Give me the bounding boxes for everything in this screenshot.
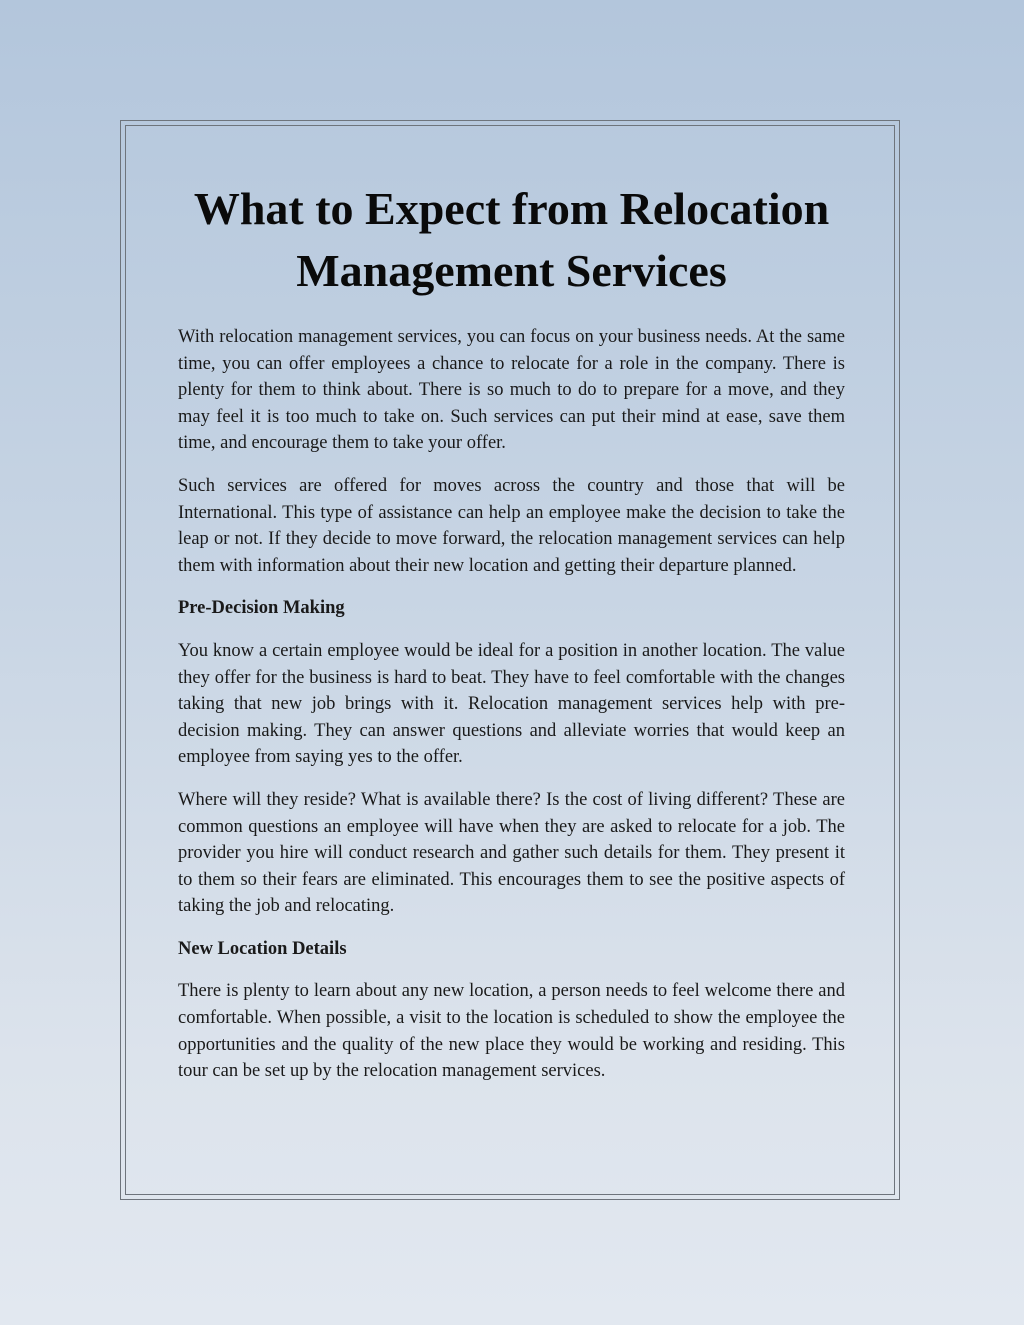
page-title: What to Expect from Relocation Management Services bbox=[193, 183, 830, 296]
article-body bbox=[178, 178, 845, 1101]
paragraph-new-location: There is plenty to learn about any new location, a person needs to feel welcome there and comfortable. When possible, a visit to the location is scheduled to show the employee the opportunities and the quality of the new place they would be working and residing. This tour can be set up by the relocation management services. bbox=[178, 981, 845, 1082]
paragraph-questions: Where will they reside? What is available there? Is the cost of living different? These are common questions an employee will have when they are asked to relocate for a job. The provider you hire will conduct research and gather such details for them. They present it to them so their fears are eliminated. This encourages them to see the positive aspects of taking the job and relocating. bbox=[178, 789, 845, 917]
paragraph-pre-decision: You know a certain employee would be ideal for a position in another location. The value they offer for the business is hard to beat. They have to feel comfortable with the changes taking that new job brings with it. Relocation management services help with pre-decision making. They can answer questions and alleviate worries that would keep an employee from saying yes to the offer. bbox=[178, 640, 845, 768]
paragraph-intro: With relocation management services, you can focus on your business needs. At the same time, you can offer employees a chance to relocate for a role in the company. There is plenty for them to think about. There is so much to do to prepare for a move, and they may feel it is too much to take on. Such services can put their mind at ease, save them time, and encourage them to take your offer. bbox=[178, 327, 845, 454]
section-heading-new-location: New Location Details bbox=[178, 938, 347, 959]
paragraph-services: Such services are offered for moves across the country and those that will be International. This type of assistance can help an employee make the decision to take the leap or not. If they decide to move forward, the relocation management services can help them with information about their new location and getting their departure planned. bbox=[178, 475, 845, 576]
section-heading-pre-decision: Pre-Decision Making bbox=[178, 598, 345, 619]
